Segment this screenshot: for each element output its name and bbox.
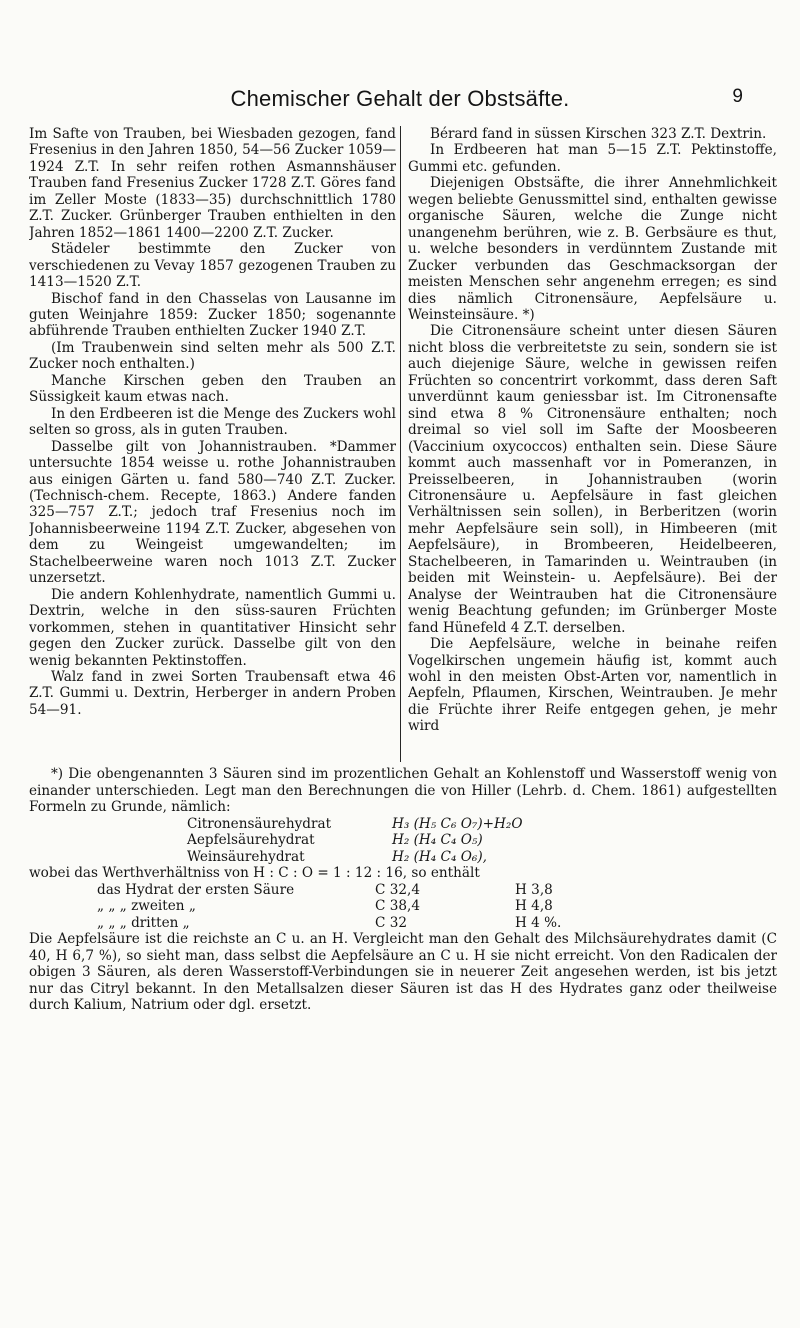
hydrate-row xyxy=(97,882,561,899)
page-header xyxy=(0,86,800,116)
running-title: Chemischer Gehalt der Obstsäfte. xyxy=(230,86,570,111)
hydrate-row xyxy=(97,898,561,915)
formula-row xyxy=(187,832,522,849)
footnote-conclusion: Die Aepfelsäure ist die reichste an C u. an H. Vergleicht man den Gehalt des Milchsäurehydrates damit (C 40, H 6,7 %), so sieht man, dass selbst die Aepfelsäure an C u. H sie nicht erreicht. Von den Radicalen der obigen 3 Säuren, als deren Wasserstoff-Verbindungen sie in neuerer Zeit angesehen werden, ist bis jetzt nur das Citryl bekannt. In den Metallsalzen dieser Säuren ist das H des Hydrates ganz oder theilweise durch Kalium, Natrium oder dgl. ersetzt. xyxy=(29,931,777,1013)
paragraph-staedeler: Städeler bestimmte den Zucker von verschiedenen zu Vevay 1857 gezogenen Trauben zu 1413—1520 Z.T. xyxy=(29,241,396,291)
paragraph-kohlenhydrate: Die andern Kohlenhydrate, namentlich Gummi u. Dextrin, welche in den süss-sauren Früchten vorkommen, stehen in quantitativer Hinsicht sehr gegen den Zucker zurück. Dasselbe gilt von den wenig bekannten Pektinstoffen. xyxy=(29,586,396,669)
formula-expression: H₂ (H₄ C₄ O₅) xyxy=(392,832,483,848)
hydrate-table xyxy=(97,882,561,932)
formula-name: Weinsäurehydrat xyxy=(187,848,305,865)
paragraph-traubenwein: (Im Traubenwein sind selten mehr als 500 Z.T. Zucker noch enthalten.) xyxy=(29,339,396,373)
formula-table xyxy=(187,816,522,866)
hydrate-carbon: C 38,4 xyxy=(375,898,420,914)
hydrate-label: das Hydrat der ersten Säure xyxy=(97,881,295,898)
footnote-intro: *) Die obengenannten 3 Säuren sind im prozentlichen Gehalt an Kohlenstoff und Wasserstoff wenig von einander unterschieden. Legt man den Berechnungen die von Hiller (Lehrb. d. Chem. 1861) aufgestellten Formeln zu Grunde, nämlich: xyxy=(29,766,777,815)
paragraph-johannistrauben: Dasselbe gilt von Johannistrauben. *Dammer untersuchte 1854 weisse u. rothe Johannistrauben aus einigen Gärten u. fand 580—740 Z.T. Zucker. (Technisch-chem. Recepte, 1863.) Andere fanden 325—757 Z.T.; jedoch traf Fresenius noch im Johannisbeerweine 1194 Z.T. Zucker, abgesehen von dem zu Weingeist umgewandelten; im Stachelbeerweine waren noch 1013 Z.T. Zucker unzersetzt. xyxy=(29,438,396,587)
hydrate-hydrogen: H 4 %. xyxy=(515,914,562,931)
formula-expression: H₂ (H₄ C₄ O₆), xyxy=(392,848,487,865)
formula-name: Aepfelsäurehydrat xyxy=(187,832,315,848)
paragraph-pektinstoffe: In Erdbeeren hat man 5—15 Z.T. Pektinstoffe, Gummi etc. gefunden. xyxy=(408,142,777,175)
paragraph-bischof: Bischof fand in den Chasselas von Lausanne im guten Weinjahre 1859: Zucker 1850; sogenannte abführende Trauben enthielten Zucker 1940 Z.T. xyxy=(29,290,396,340)
hydrate-label: „ „ „ dritten „ xyxy=(97,914,190,931)
left-column xyxy=(29,126,396,762)
hydrate-row xyxy=(97,915,561,932)
hydrate-hydrogen: H 3,8 xyxy=(515,881,553,898)
right-column xyxy=(408,126,777,762)
paragraph-berard: Bérard fand in süssen Kirschen 323 Z.T. Dextrin. xyxy=(430,126,767,142)
column-divider xyxy=(400,126,401,762)
hydrate-carbon: C 32 xyxy=(375,914,408,931)
paragraph-kirschen: Manche Kirschen geben den Trauben an Süssigkeit kaum etwas nach. xyxy=(29,372,396,406)
paragraph-trauben-fresenius: Im Safte von Trauben, bei Wiesbaden gezogen, fand Fresenius in den Jahren 1850, 54—56 Zucker 1059—1924 Z.T. In sehr reifen rothen Asmannshäuser Trauben fand Fresenius Zucker 1728 Z.T. Göres fand im Zeller Moste (1833—35) durchschnittlich 1780 Z.T. Zucker. Grünberger Trauben enthielten in den Jahren 1852—1861 1400—2200 Z.T. Zucker. xyxy=(29,126,396,241)
paragraph-citronensaeure: Die Citronensäure scheint unter diesen Säuren nicht bloss die verbreitetste zu sein, sondern sie ist auch diejenige Säure, welche in gewissen reifen Früchten so concentrirt vorkommt, dass deren Saft unverdünnt kaum geniessbar ist. Im Citronensafte sind etwa 8 % Citronensäure enthalten; noch dreimal so viel soll im Safte der Moosbeeren (Vaccinium oxycoccos) enthalten sein. Diese Säure kommt auch massenhaft vor in Pomeranzen, in Preisselbeeren, in Johannistrauben (worin Citronensäure u. Aepfelsäure in fast gleichen Verhältnissen sein sollen), in Berberitzen (worin mehr Aepfelsäure sein soll), in Himbeeren (mit Aepfelsäure), in Brombeeren, Heidelbeeren, Stachelbeeren, in Tamarinden u. Weintrauben (in beiden mit Weinstein- u. Aepfelsäure). Bei der Analyse der Weintrauben hat die Citronensäure wenig Beachtung gefunden; im Grünberger Moste fand Hünefeld 4 Z.T. derselben. xyxy=(408,323,777,636)
paragraph-erdbeeren: In den Erdbeeren ist die Menge des Zuckers wohl selten so gross, als in guten Trauben. xyxy=(29,405,396,439)
footnote-ratio-line: wobei das Werthverhältniss von H : C : O = 1 : 12 : 16, so enthält xyxy=(29,865,480,881)
formula-name: Citronensäurehydrat xyxy=(187,815,332,832)
page-number: 9 xyxy=(732,86,743,107)
formula-row xyxy=(187,816,522,833)
paragraph-organische-saeuren: Diejenigen Obstsäfte, die ihrer Annehmlichkeit wegen beliebte Genussmittel sind, enthalten gewisse organische Säuren, welche die Zunge nicht unangenehm berühren, wie z. B. Gerbsäure es thut, u. welche besonders in verdünntem Zustande mit Zucker verbunden das Geschmacksorgan der meisten Menschen sehr angenehm erregen; es sind dies nämlich Citronensäure, Aepfelsäure u. Weinsteinsäure. *) xyxy=(408,175,777,323)
formula-expression: H₃ (H₅ C₆ O₇)+H₂O xyxy=(392,815,523,832)
hydrate-carbon: C 32,4 xyxy=(375,881,420,898)
hydrate-hydrogen: H 4,8 xyxy=(515,898,553,914)
footnote xyxy=(29,766,777,1066)
hydrate-label: „ „ „ zweiten „ xyxy=(97,898,196,914)
formula-row xyxy=(187,849,522,866)
paragraph-aepfelsaeure: Die Aepfelsäure, welche in beinahe reifen Vogelkirschen ungemein häufig ist, kommt auch wohl in den meisten Obst-Arten vor, namentlich in Aepfeln, Pflaumen, Kirschen, Weintrauben. Je mehr die Früchte ihrer Reife entgegen gehen, je mehr wird xyxy=(408,636,777,735)
paragraph-walz: Walz fand in zwei Sorten Traubensaft etwa 46 Z.T. Gummi u. Dextrin, Herberger in andern Proben 54—91. xyxy=(29,668,396,718)
